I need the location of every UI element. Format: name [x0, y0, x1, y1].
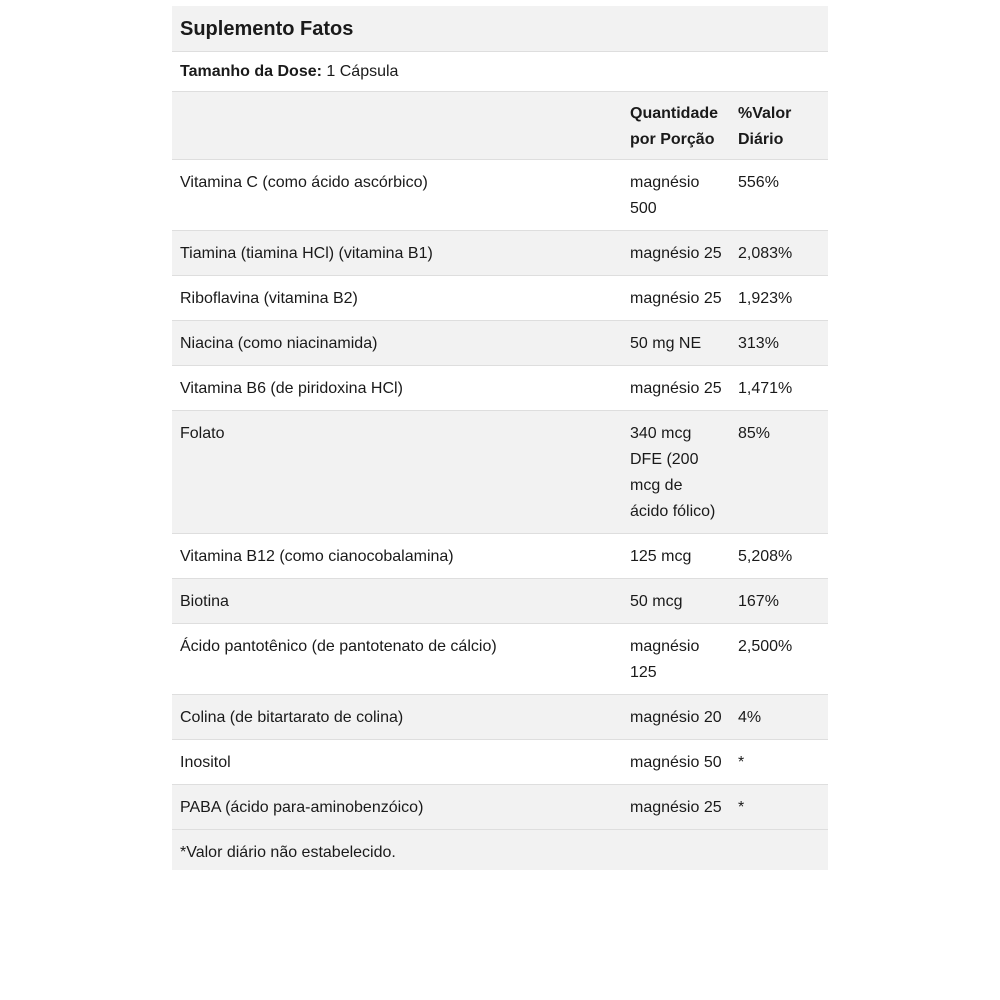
nutrient-daily-value: * [730, 785, 828, 830]
table-row [172, 624, 828, 695]
nutrient-daily-value: 85% [730, 411, 828, 534]
nutrient-daily-value: 167% [730, 579, 828, 624]
nutrient-name: Folato [172, 411, 622, 534]
nutrient-daily-value: 5,208% [730, 534, 828, 579]
supplement-facts-panel [172, 6, 828, 986]
nutrient-amount: 50 mcg [622, 579, 730, 624]
nutrient-amount: magnésio 25 [622, 366, 730, 411]
nutrient-daily-value: 4% [730, 695, 828, 740]
table-row [172, 411, 828, 534]
table-header-row [172, 92, 828, 160]
nutrient-daily-value: 2,500% [730, 624, 828, 695]
table-row [172, 579, 828, 624]
nutrient-amount: 340 mcg DFE (200 mcg de ácido fólico) [622, 411, 730, 534]
table-row [172, 534, 828, 579]
header-daily-value: %Valor Diário [730, 92, 828, 160]
serving-size-value: 1 Cápsula [326, 63, 399, 80]
table-row [172, 276, 828, 321]
nutrient-name: Colina (de bitartarato de colina) [172, 695, 622, 740]
table-row [172, 366, 828, 411]
table-row [172, 740, 828, 785]
nutrient-name: Vitamina B6 (de piridoxina HCl) [172, 366, 622, 411]
nutrient-amount: magnésio 125 [622, 624, 730, 695]
table-body [172, 160, 828, 830]
nutrient-amount: magnésio 25 [622, 276, 730, 321]
nutrient-daily-value: 556% [730, 160, 828, 231]
nutrient-daily-value: 313% [730, 321, 828, 366]
footnote: *Valor diário não estabelecido. [172, 830, 828, 870]
nutrient-amount: magnésio 500 [622, 160, 730, 231]
nutrient-name: Ácido pantotênico (de pantotenato de cálcio) [172, 624, 622, 695]
nutrient-amount: magnésio 20 [622, 695, 730, 740]
nutrient-amount: magnésio 25 [622, 785, 730, 830]
serving-size-label: Tamanho da Dose: [180, 63, 322, 80]
header-amount: Quantidade por Porção [622, 92, 730, 160]
table-row [172, 231, 828, 276]
serving-size [172, 52, 828, 92]
table-row [172, 695, 828, 740]
nutrient-daily-value: 1,471% [730, 366, 828, 411]
nutrient-table [172, 92, 828, 830]
nutrient-name: Vitamina B12 (como cianocobalamina) [172, 534, 622, 579]
nutrient-name: Niacina (como niacinamida) [172, 321, 622, 366]
table-row [172, 785, 828, 830]
nutrient-name: PABA (ácido para-aminobenzóico) [172, 785, 622, 830]
nutrient-amount: magnésio 50 [622, 740, 730, 785]
nutrient-amount: magnésio 25 [622, 231, 730, 276]
nutrient-amount: 50 mg NE [622, 321, 730, 366]
nutrient-amount: 125 mcg [622, 534, 730, 579]
nutrient-name: Vitamina C (como ácido ascórbico) [172, 160, 622, 231]
table-row [172, 321, 828, 366]
nutrient-name: Biotina [172, 579, 622, 624]
nutrient-name: Inositol [172, 740, 622, 785]
table-row [172, 160, 828, 231]
panel-title: Suplemento Fatos [172, 6, 828, 52]
header-nutrient [172, 92, 622, 160]
nutrient-name: Tiamina (tiamina HCl) (vitamina B1) [172, 231, 622, 276]
nutrient-name: Riboflavina (vitamina B2) [172, 276, 622, 321]
nutrient-daily-value: 2,083% [730, 231, 828, 276]
nutrient-daily-value: * [730, 740, 828, 785]
nutrient-daily-value: 1,923% [730, 276, 828, 321]
